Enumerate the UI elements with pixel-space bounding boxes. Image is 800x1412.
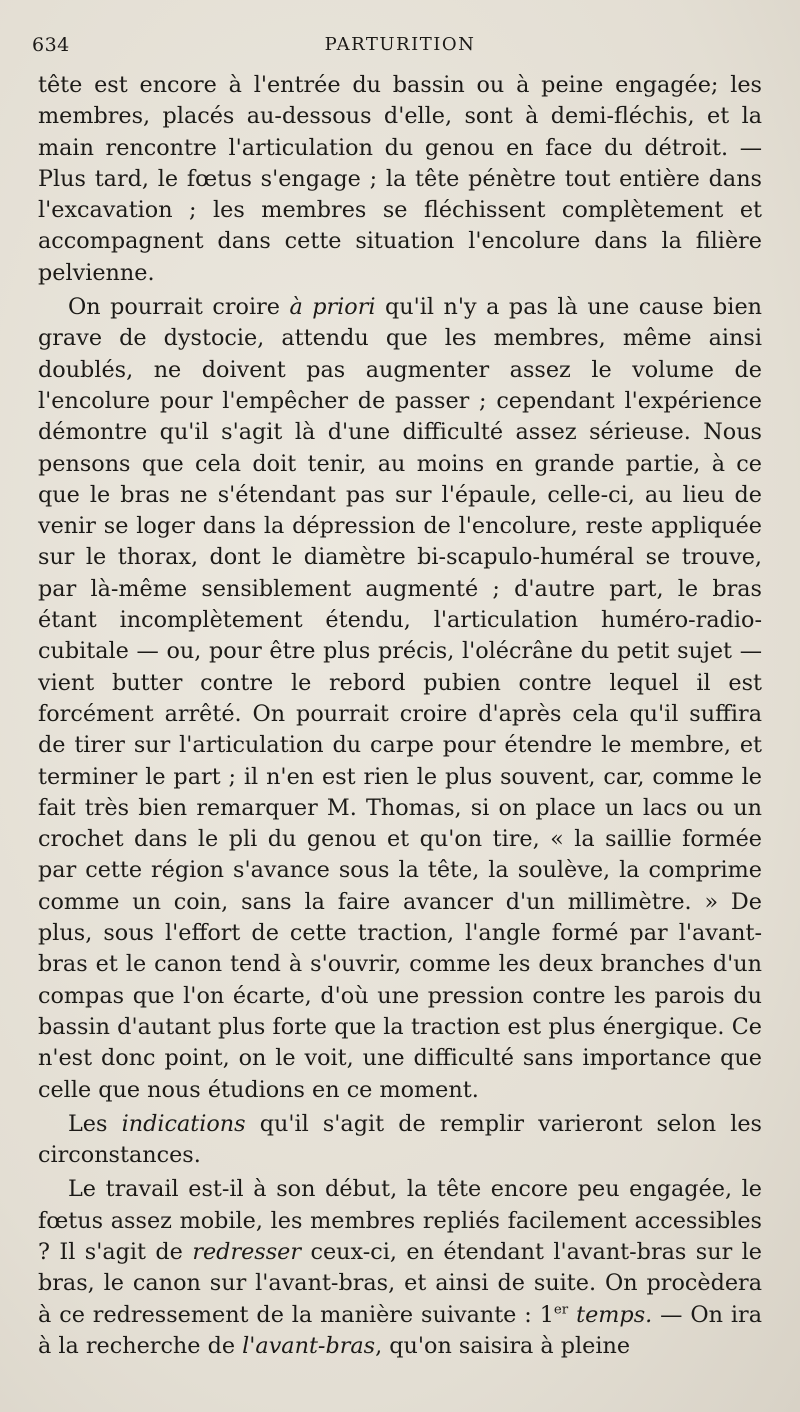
text-run: , qu'on saisira à pleine (375, 1332, 631, 1359)
paragraph (38, 1109, 762, 1172)
body-text (38, 70, 762, 1362)
text-run: Le travail est-il à son début, la tête encore peu engagée, le fœtus assez mobile, les membres repliés facilement accessibles ? Il s'agit de (38, 1176, 762, 1265)
superscript: er (553, 1302, 569, 1318)
italic-text: à priori (289, 294, 376, 321)
paragraph (38, 1174, 762, 1362)
paragraph (38, 292, 762, 1106)
text-run: ceux-ci, en étendant l'avant-bras sur le bras, le canon sur l'avant-bras, et ainsi de suite. On procèdera à ce redressement de la manière suivante : 1 (38, 1238, 762, 1328)
italic-text: temps. (576, 1301, 653, 1328)
text-run (568, 1302, 576, 1328)
running-head (32, 30, 762, 58)
text-run: qu'il s'agit de remplir varieront selon les circonstances. (38, 1110, 762, 1169)
text-run: qu'il n'y a pas là une cause bien grave de dystocie, attendu que les membres, même ainsi doublés, ne doivent pas augmenter assez le volume de l'encolure pour l'empêcher de passer ; cependant l'expérience démontre qu'il s'agit là d'une difficulté assez sérieuse. Nous pensons que cela doit tenir, au moins en grande partie, à ce que le bras ne s'étendant pas sur l'épaule, celle-ci, au lieu de venir se loger dans la dépression de l'encolure, reste appliquée sur le thorax, dont le diamètre bi-scapulo-huméral se trouve, par là-même sensiblement augmenté ; d'autre part, le bras étant incomplètement étendu, l'articulation huméro-radio-cubitale — ou, pour être plus précis, l'olécrâne du petit sujet — vient butter contre le rebord pubien contre lequel il est forcément arrêté. On pourrait croire d'après cela qu'il suffira de tirer sur l'articulation du carpe pour étendre le membre, et terminer le part ; il n'en est rien le plus souvent, car, comme le fait très bien remarquer M. Thomas, si on place un lacs ou un crochet dans le pli du genou et qu'on tire, « la saillie formée par cette région s'avance sous la tête, la soulève, la comprime comme un coin, sans la faire avancer d'un millimètre. » De plus, sous l'effort de cette traction, l'angle formé par l'avant-bras et le canon tend à s'ouvrir, comme les deux branches d'un compas que l'on écarte, d'où une pression contre les parois du bassin d'autant plus forte que la traction est plus énergique. Ce n'est donc point, on le voit, une difficulté sans importance que celle que nous étudions en ce moment. (38, 294, 762, 1103)
running-title: PARTURITION (324, 34, 476, 55)
italic-text: redresser (192, 1238, 302, 1265)
page-number: 634 (32, 34, 70, 56)
italic-text: l'avant-bras (242, 1332, 376, 1359)
text-run: Les (68, 1110, 122, 1137)
paragraph: tête est encore à l'entrée du bassin ou à peine engagée; les membres, placés au-dessous d'elle, sont à demi-fléchis, et la main rencontre l'articulation du genou en face du détroit. — Plus tard, le fœtus s'engage ; la tête pénètre tout entière dans l'excavation ; les membres se fléchissent complètement et accompagnent dans cette situation l'encolure dans la filière pelvienne. (38, 72, 762, 286)
text-run: — On ira à la recherche de (38, 1301, 762, 1359)
text-run: On pourrait croire (68, 294, 290, 321)
italic-text: indications (121, 1110, 246, 1137)
